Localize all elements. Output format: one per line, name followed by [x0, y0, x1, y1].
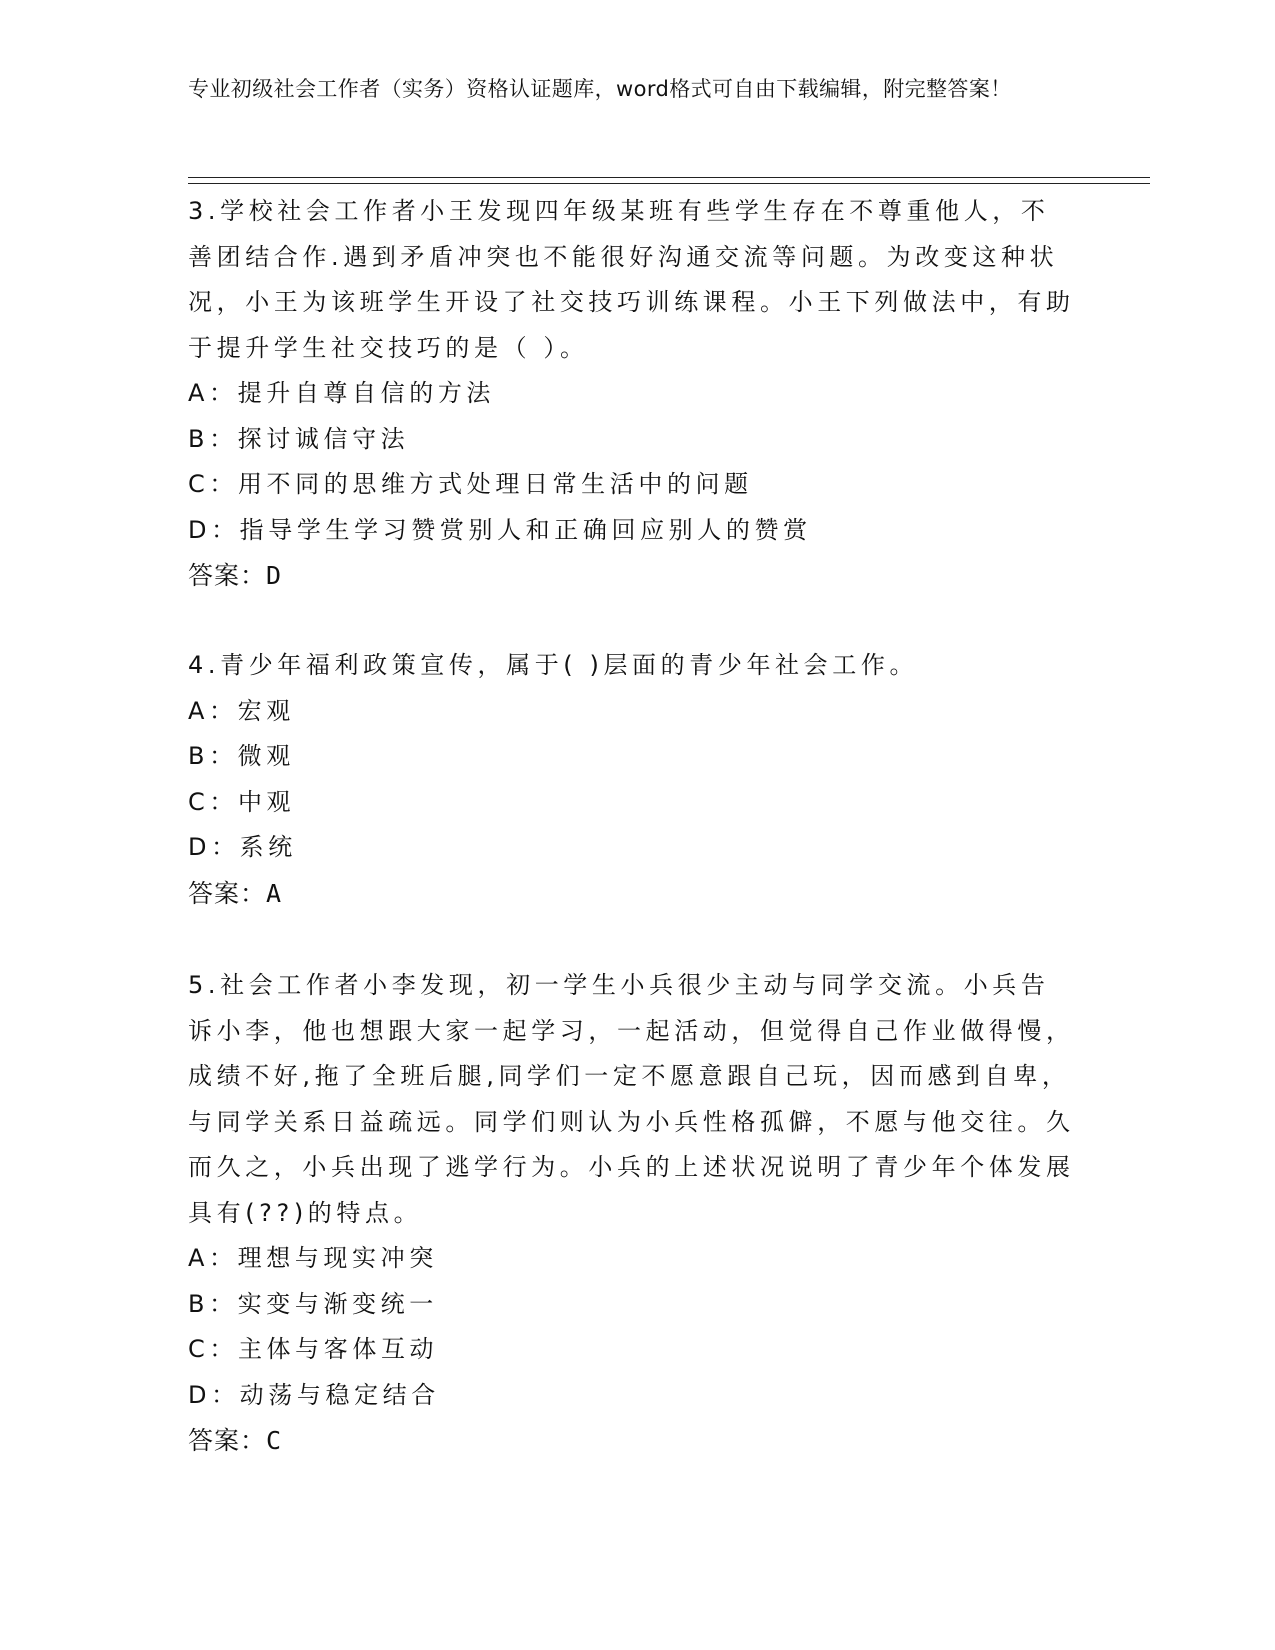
answer-line [188, 871, 1078, 917]
answer-line [188, 553, 1078, 599]
option-a: A：宏观 [188, 696, 295, 725]
question-stem: 5.社会工作者小李发现，初一学生小兵很少主动与同学交流。小兵告诉小李，他也想跟大家一起学习，一起活动，但觉得自己作业做得慢，成绩不好,拖了全班后腿,同学们一定不愿意跟自己玩，因而感到自卑，与同学关系日益疏远。同学们则认为小兵性格孤僻，不愿与他交往。久而久之，小兵出现了逃学行为。小兵的上述状况说明了青少年个体发展具有(??)的特点。 [188, 971, 1075, 1227]
option-b: B：实变与渐变统一 [188, 1289, 438, 1318]
answer-label: 答案： [188, 561, 267, 590]
option-b: B：微观 [188, 742, 295, 770]
question-4 [188, 643, 1078, 916]
answer-label: 答案： [188, 878, 267, 908]
option-c: C：用不同的思维方式处理日常生活中的问题 [188, 470, 753, 498]
option-a: A：理想与现实冲突 [188, 1244, 438, 1272]
option-c: C：主体与客体互动 [188, 1335, 439, 1363]
option-d: D：指导学生学习赞赏别人和正确回应别人的赞赏 [188, 515, 812, 544]
question-stem: 4.青少年福利政策宣传，属于( )层面的青少年社会工作。 [188, 651, 919, 679]
option-c: C：中观 [188, 787, 296, 816]
header-divider-top [188, 177, 1150, 178]
question-3 [188, 189, 1078, 599]
answer-line [188, 1418, 1078, 1464]
answer-label: 答案： [188, 1426, 267, 1455]
answer-key: A [266, 878, 283, 908]
header-divider-bottom [188, 183, 1150, 184]
answer-key: D [266, 561, 283, 590]
document-header: 专业初级社会工作者（实务）资格认证题库，word格式可自由下载编辑，附完整答案！ [188, 77, 1012, 101]
question-stem: 3.学校社会工作者小王发现四年级某班有些学生存在不尊重他人，不善团结合作.遇到矛盾冲突也不能很好沟通交流等问题。为改变这种状况，小王为该班学生开设了社交技巧训练课程。小王下列做法中，有助于提升学生社交技巧的是（ ）。 [188, 197, 1075, 362]
option-b: B：探讨诚信守法 [188, 424, 410, 453]
question-5 [188, 963, 1078, 1464]
answer-key: C [266, 1426, 283, 1455]
option-d: D：动荡与稳定结合 [188, 1380, 440, 1409]
option-d: D：系统 [188, 833, 297, 861]
option-a: A：提升自尊自信的方法 [188, 379, 496, 407]
